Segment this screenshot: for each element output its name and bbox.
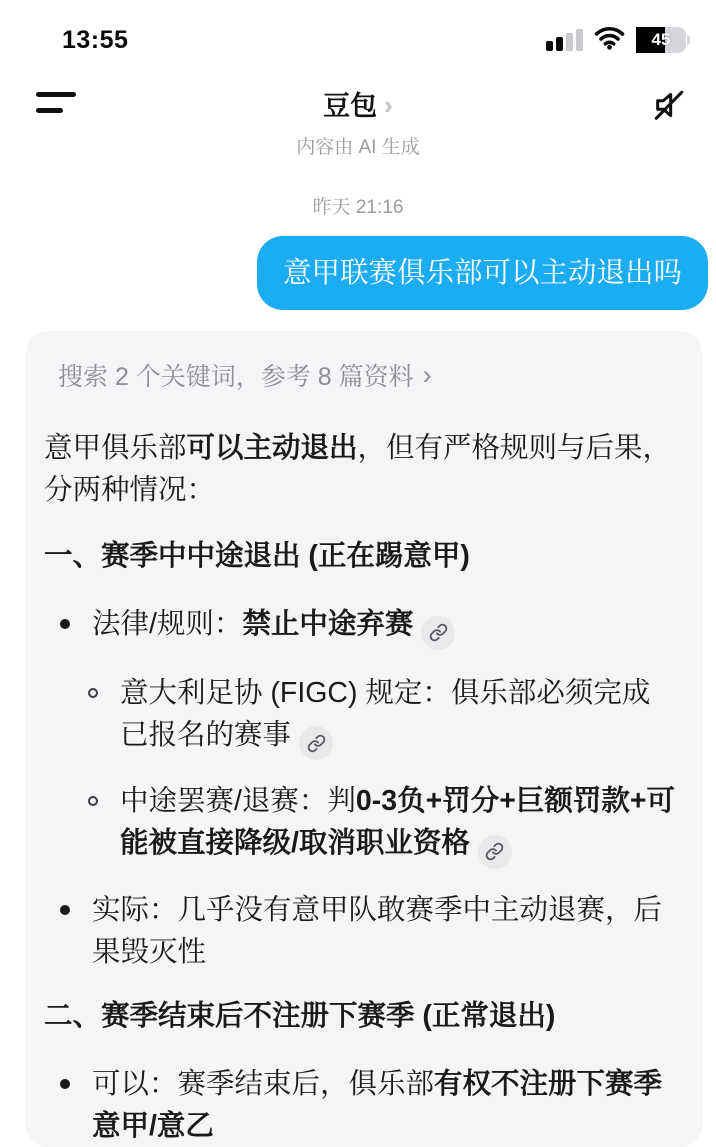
- speaker-muted-icon: [649, 85, 689, 130]
- link-icon: [307, 734, 326, 753]
- bullet-marker: [60, 889, 92, 973]
- battery-percent: 45: [651, 30, 671, 49]
- cellular-signal-icon: [546, 29, 583, 51]
- text-run: 中途罢赛/退赛：判: [120, 785, 356, 817]
- bullet-marker: [88, 780, 120, 869]
- date-label: 昨天 21:16: [312, 197, 404, 218]
- bullet-text: [92, 889, 676, 973]
- bullet-marker: [60, 1063, 92, 1147]
- bullet-item: [60, 1063, 676, 1147]
- bold-text: 0-3负+罚分+巨额罚款+可能被直接降级/取消职业资格: [120, 785, 676, 859]
- status-bar: [0, 0, 716, 58]
- bold-text: 禁止中途弃赛: [242, 608, 414, 640]
- bullet-text: [120, 672, 676, 761]
- answer-paragraph: [44, 427, 676, 511]
- battery-icon: [636, 27, 690, 53]
- search-summary-text: 搜索 2 个关键词，参考 8 篇资料: [58, 363, 414, 391]
- bold-text: 有权不注册下赛季意甲/意乙: [92, 1067, 663, 1142]
- user-message-row: [0, 236, 716, 310]
- link-icon: [429, 623, 448, 642]
- bold-text: 可以主动退出: [186, 432, 358, 464]
- bullet-marker: [88, 672, 120, 761]
- text-run: 意大利足协 (FIGC) 规定：俱乐部必须完成已报名的赛事: [120, 676, 651, 751]
- mute-button[interactable]: [648, 86, 690, 128]
- text-run: 实际：几乎没有意甲队敢赛季中主动退赛，后果毁灭性: [92, 893, 663, 968]
- citation-link-button[interactable]: [299, 726, 333, 760]
- text-run: 可以：赛季结束后，俱乐部: [92, 1067, 435, 1100]
- search-sources-row[interactable]: [58, 357, 676, 393]
- chevron-right-icon: ›: [384, 90, 393, 120]
- ai-disclaimer: 内容由 AI 生成: [296, 137, 420, 158]
- text-run: 意甲俱乐部: [44, 432, 187, 464]
- status-time: 13:55: [62, 25, 129, 54]
- bullet-item: [60, 603, 676, 650]
- citation-link-button[interactable]: [421, 616, 455, 650]
- bullet-text: [92, 1063, 676, 1147]
- ai-answer-card: [26, 331, 702, 1147]
- bullet-text: [92, 603, 676, 650]
- user-message-bubble[interactable]: 意甲联赛俱乐部可以主动退出吗: [257, 236, 708, 310]
- text-run: 法律/规则：: [92, 608, 243, 640]
- citation-link-button[interactable]: [478, 835, 512, 869]
- bullet-marker: [60, 603, 92, 650]
- bot-name: 豆包: [323, 91, 378, 121]
- chevron-right-icon: ›: [422, 359, 432, 390]
- text-run: ，但有严格规则与后果，分两种情况：: [44, 432, 672, 506]
- wifi-icon: [594, 26, 625, 55]
- chat-header: [0, 84, 716, 180]
- bold-text: 二、赛季结束后不注册下赛季 (正常退出): [44, 999, 556, 1032]
- menu-icon: [36, 92, 76, 97]
- answer-blocks: [44, 357, 676, 1147]
- bot-title-button[interactable]: [323, 84, 393, 123]
- sub-bullet-item: [88, 780, 676, 869]
- bullet-text: [120, 780, 676, 869]
- status-icons: [546, 26, 690, 55]
- bold-text: 一、赛季中中途退出 (正在踢意甲): [44, 540, 470, 572]
- section-heading: [44, 995, 676, 1037]
- menu-button[interactable]: [36, 92, 78, 124]
- bullet-item: [60, 889, 676, 973]
- section-heading: [44, 535, 676, 577]
- link-icon: [485, 842, 504, 861]
- sub-bullet-item: [88, 672, 676, 761]
